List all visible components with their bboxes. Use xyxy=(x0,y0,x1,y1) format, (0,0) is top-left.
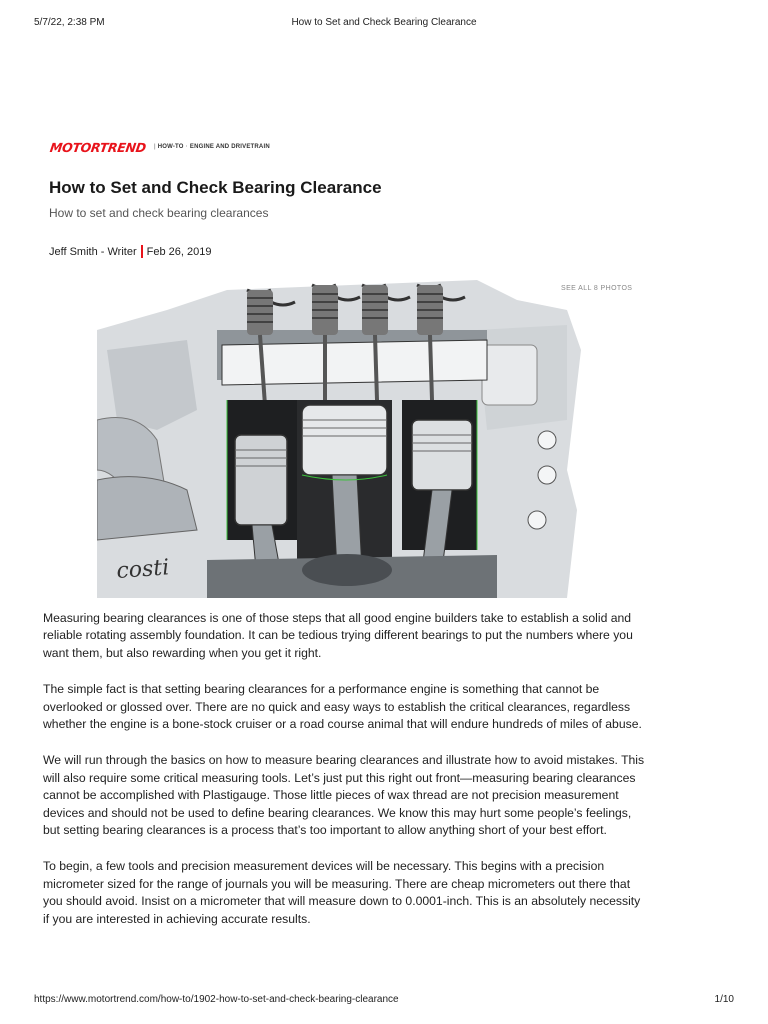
article-paragraph: To begin, a few tools and precision measurement devices will be necessary. This begins with a precision micrometer sized for the range of journals you will be measuring. There are cheap micrometers out there that you should avoid. Insist on a micrometer that will measure down to 0.0001-inch. This is an absolutely necessity if you are interested in achieving accurate results. xyxy=(43,859,641,926)
author-link[interactable]: Jeff Smith - Writer xyxy=(49,245,137,258)
byline xyxy=(49,245,211,258)
print-url: https://www.motortrend.com/how-to/1902-how-to-set-and-check-bearing-clearance xyxy=(34,994,399,1005)
print-page-title: How to Set and Check Bearing Clearance xyxy=(291,17,477,28)
artist-signature: costi xyxy=(115,555,171,584)
print-datetime: 5/7/22, 2:38 PM xyxy=(34,17,105,28)
article-paragraph: We will run through the basics on how to measure bearing clearances and illustrate how to avoid mistakes. This will also require some critical measuring tools. Let’s just put this right out front—measuring bearing clearances cannot be accomplished with Plastigauge. Those little pieces of wax thread are not precision measurement devices and should not be used to define bearing clearances. We know this may hurt some people’s feelings, but setting bearing clearances is a process that’s too important to allow anything short of your best effort. xyxy=(43,753,645,838)
print-footer xyxy=(0,994,768,1008)
article-title: How to Set and Check Bearing Clearance xyxy=(49,178,382,197)
brand-row xyxy=(50,139,270,155)
breadcrumb xyxy=(152,144,270,150)
article-body xyxy=(43,610,647,947)
print-page-number: 1/10 xyxy=(714,994,734,1005)
article-paragraph: Measuring bearing clearances is one of those steps that all good engine builders take to establish a solid and reliable rotating assembly foundation. It can be tedious trying different bearings to put the numbers where you want them, but also rewarding when you get it right. xyxy=(43,611,633,660)
breadcrumb-separator: · xyxy=(185,144,188,150)
breadcrumb-engine-drivetrain[interactable]: ENGINE AND DRIVETRAIN xyxy=(189,144,270,150)
publish-date: Feb 26, 2019 xyxy=(146,245,212,258)
article-subtitle: How to set and check bearing clearances xyxy=(49,206,269,220)
motortrend-logo[interactable]: MOTORTREND xyxy=(48,139,147,155)
see-all-photos-link[interactable]: SEE ALL 8 PHOTOS xyxy=(561,285,633,292)
breadcrumb-separator: | xyxy=(153,144,156,150)
byline-divider xyxy=(141,245,143,258)
engine-cutaway-photo[interactable] xyxy=(97,270,581,598)
article-paragraph: The simple fact is that setting bearing clearances for a performance engine is something that cannot be overlooked or glossed over. There are no quick and easy ways to establish the critical clearances, regardless whether the engine is a bone-stock cruiser or a road course animal that will endure hundreds of miles of abuse. xyxy=(43,682,642,732)
print-header xyxy=(0,17,768,31)
breadcrumb-how-to[interactable]: HOW-TO xyxy=(157,144,184,150)
